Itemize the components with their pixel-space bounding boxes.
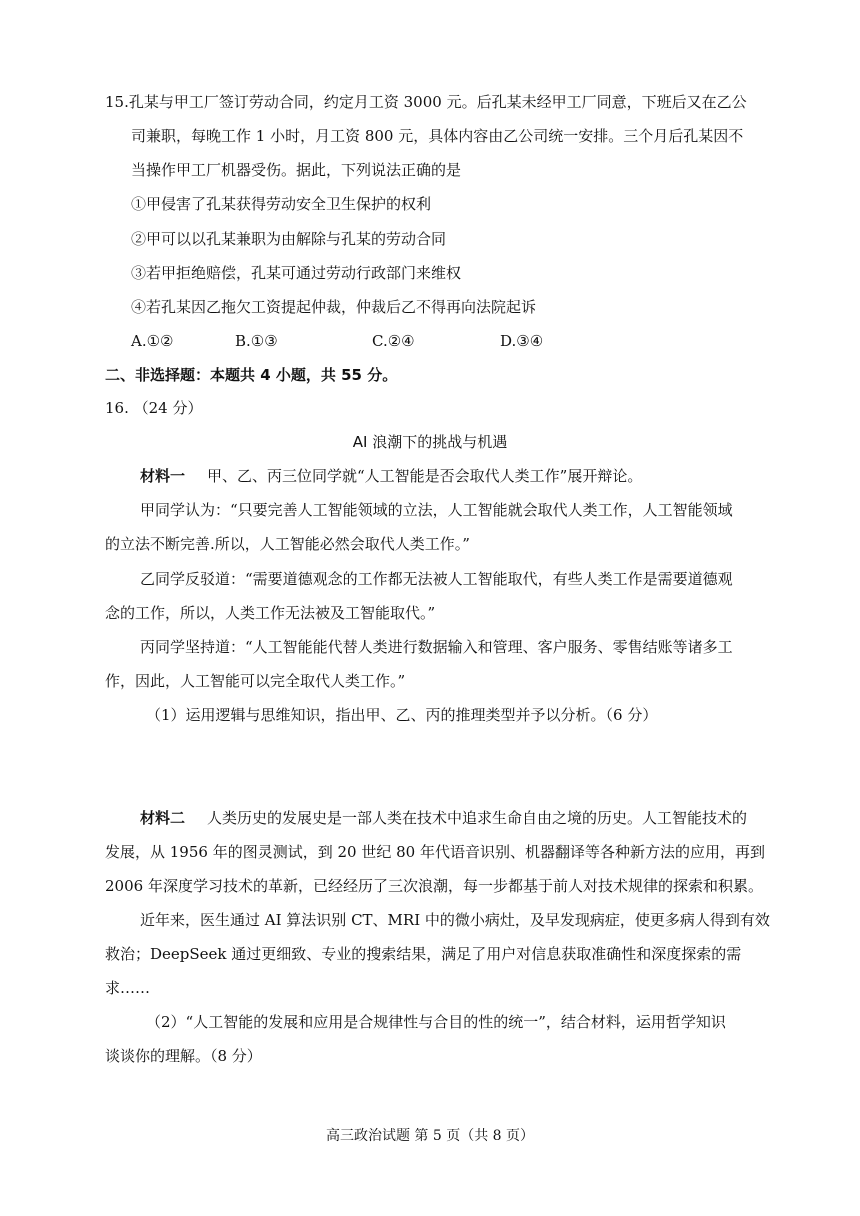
page-footer: 高三政治试题 第 5 页（共 8 页） [325, 1128, 535, 1144]
student-yi-line-1: 乙同学反驳道：“需要道德观念的工作都无法被人工智能取代，有些人类工作是需要道德观 [140, 570, 733, 588]
q15-option-d: D.③④ [500, 332, 544, 350]
material-2-line-4: 近年来，医生通过 AI 算法识别 CT、MRI 中的微小病灶，及早发现病症，使更多病人得到有效 [140, 911, 770, 929]
q15-stem-line-1: 15.孔某与甲工厂签订劳动合同，约定月工资 3000 元。后孔某未经甲工厂同意，下班后又在乙公 [105, 93, 747, 111]
q15-item-1: ①甲侵害了孔某获得劳动安全卫生保护的权利 [131, 195, 432, 213]
sub-question-2-line-2: 谈谈你的理解。（8 分） [105, 1047, 262, 1065]
material-1-intro [140, 466, 642, 486]
section-heading: 二、非选择题：本题共 4 小题，共 55 分。 [105, 366, 398, 384]
material-2-line-1 [140, 808, 747, 828]
material-1-intro-text: 甲、乙、丙三位同学就“人工智能是否会取代人类工作”展开辩论。 [207, 467, 643, 485]
material-2-label: 材料二 [140, 809, 186, 827]
student-jia-line-2: 的立法不断完善.所以，人工智能必然会取代人类工作。” [105, 535, 470, 553]
material-2-line-6: 求…… [105, 979, 151, 997]
q15-item-2: ②甲可以以孔某兼职为由解除与孔某的劳动合同 [131, 230, 447, 248]
student-yi-line-2: 念的工作，所以，人类工作无法被及工智能取代。” [105, 604, 436, 622]
material-2-line-2: 发展，从 1956 年的图灵测试，到 20 世纪 80 年代语音识别、机器翻译等各种新方法的应用，再到 [105, 843, 765, 861]
q15-option-c: C.②④ [372, 332, 415, 350]
student-bing-line-1: 丙同学坚持道：“人工智能能代替人类进行数据输入和管理、客户服务、零售结账等诸多工 [140, 638, 733, 656]
q15-item-4: ④若孔某因乙拖欠工资提起仲裁，仲裁后乙不得再向法院起诉 [131, 298, 537, 316]
material-2-line-3: 2006 年深度学习技术的革新，已经经历了三次浪潮，每一步都基于前人对技术规律的探索和积累。 [105, 877, 763, 895]
material-2-text-1: 人类历史的发展史是一部人类在技术中追求生命自由之境的历史。人工智能技术的 [207, 809, 748, 827]
material-1-label: 材料一 [140, 467, 186, 485]
q15-option-b: B.①③ [235, 332, 278, 350]
student-jia-line-1: 甲同学认为：“只要完善人工智能领域的立法，人工智能就会取代人类工作，人工智能领域 [140, 501, 733, 519]
q15-stem-line-3: 当操作甲工厂机器受伤。据此，下列说法正确的是 [131, 161, 462, 179]
q15-item-3: ③若甲拒绝赔偿，孔某可通过劳动行政部门来维权 [131, 264, 462, 282]
q16-title: AI 浪潮下的挑战与机遇 [352, 433, 508, 451]
material-2-line-5: 救治；DeepSeek 通过更细致、专业的搜索结果，满足了用户对信息获取准确性和深度探索的需 [105, 945, 742, 963]
sub-question-2-line-1: （2）“人工智能的发展和应用是合规律性与合目的性的统一”，结合材料，运用哲学知识 [146, 1013, 726, 1031]
sub-question-1: （1）运用逻辑与思维知识，指出甲、乙、丙的推理类型并予以分析。（6 分） [146, 706, 658, 724]
student-bing-line-2: 作，因此，人工智能可以完全取代人类工作。” [105, 672, 406, 690]
q15-stem-line-2: 司兼职，每晚工作 1 小时，月工资 800 元，具体内容由乙公司统一安排。三个月后孔某因不 [131, 127, 744, 145]
q15-option-a: A.①② [131, 332, 174, 350]
q16-header: 16. （24 分） [105, 399, 203, 417]
